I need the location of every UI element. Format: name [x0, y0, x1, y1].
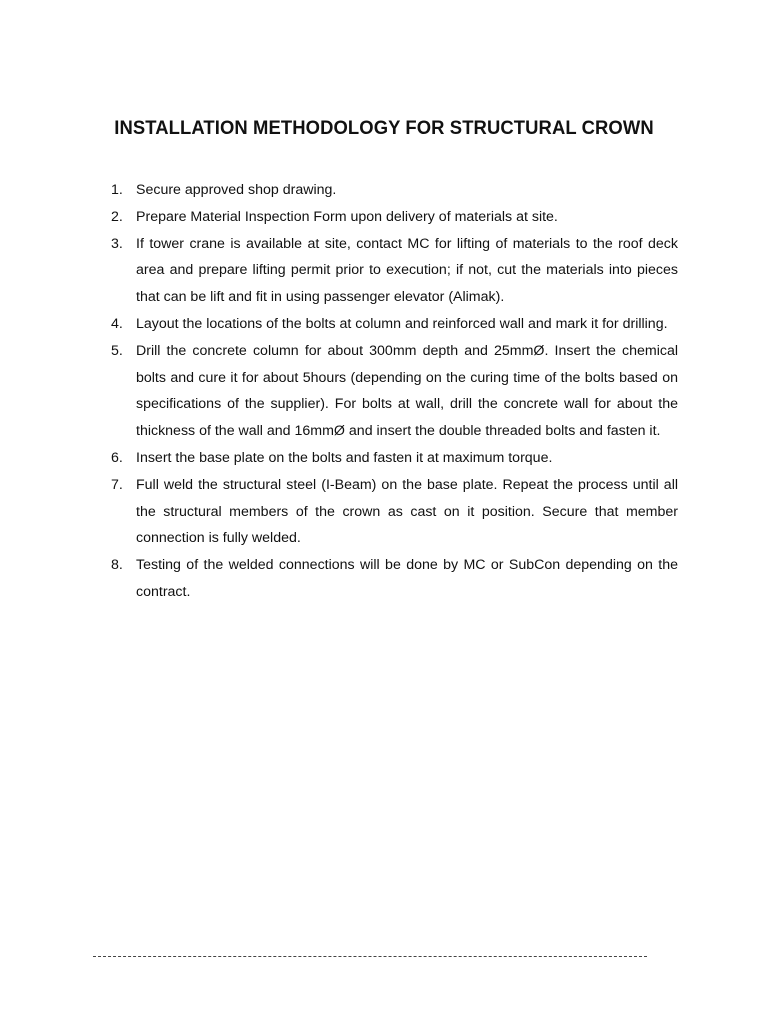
- step-text: Full weld the structural steel (I-Beam) on the base plate. Repeat the process until all the structural members of the crown as cast on it position. Secure that member connection is fully welded.: [136, 476, 678, 547]
- document-title: INSTALLATION METHODOLOGY FOR STRUCTURAL CROWN: [114, 118, 654, 139]
- methodology-steps-list: [111, 177, 678, 606]
- step-text: Layout the locations of the bolts at column and reinforced wall and mark it for drilling.: [136, 315, 668, 332]
- step-number: 3.: [111, 235, 123, 252]
- footer-dashed-divider: [93, 956, 647, 957]
- step-item: [111, 338, 678, 445]
- step-item: [111, 311, 678, 338]
- step-item: [111, 552, 678, 606]
- step-number: 7.: [111, 476, 123, 493]
- step-number: 5.: [111, 342, 123, 359]
- step-text: Drill the concrete column for about 300mm depth and 25mmØ. Insert the chemical bolts and cure it for about 5hours (depending on the curing time of the bolts based on specifications of the supplier). For bolts at wall, drill the concrete wall for about the thickness of the wall and 16mmØ and insert the double threaded bolts and fasten it.: [136, 342, 678, 440]
- step-text: Secure approved shop drawing.: [136, 182, 337, 198]
- step-text: If tower crane is available at site, contact MC for lifting of materials to the roof deck area and prepare lifting permit prior to execution; if not, cut the materials into pieces that can be lift and fit in using passenger elevator (Alimak).: [136, 235, 678, 306]
- step-number: 2.: [111, 208, 123, 225]
- step-number: 1.: [111, 182, 123, 198]
- step-text: Prepare Material Inspection Form upon delivery of materials at site.: [136, 208, 558, 225]
- step-number: 4.: [111, 315, 123, 332]
- step-item: [111, 204, 678, 231]
- step-number: 8.: [111, 557, 123, 574]
- step-text: Testing of the welded connections will be done by MC or SubCon depending on the contract.: [136, 557, 678, 600]
- step-item: [111, 445, 678, 472]
- step-number: 6.: [111, 449, 123, 466]
- step-text: Insert the base plate on the bolts and fasten it at maximum torque.: [136, 449, 553, 466]
- step-item: [111, 177, 678, 204]
- step-item: [111, 472, 678, 552]
- step-item: [111, 231, 678, 311]
